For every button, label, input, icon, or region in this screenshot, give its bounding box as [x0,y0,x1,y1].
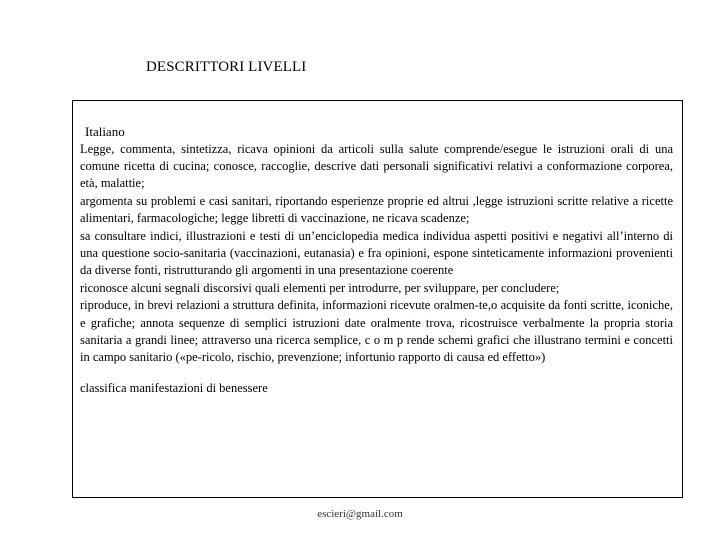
descriptor-content [80,123,673,397]
descriptor-paragraph: riconosce alcuni segnali discorsivi quali elementi per introdurre, per sviluppare, per concludere; [80,280,560,295]
footer-email: escieri@gmail.com [317,508,403,520]
page-title: DESCRITTORI LIVELLI [146,59,307,75]
descriptor-box [72,100,683,498]
closing-descriptor: classifica manifestazioni di benessere [80,380,268,395]
descriptor-paragraph: sa consultare indici, illustrazioni e testi di un’enciclopedia medica individua aspetti positivi e negativi all’interno di una questione socio-sanitaria (vaccinazioni, eutanasia) e fra opinioni, espone sinteticamente informazioni provenienti da diverse fonti, ristrutturando gli argomenti in una presentazione coerente [80,228,673,278]
subject-title: Italiano [85,124,125,139]
descriptor-paragraph: riproduce, in brevi relazioni a struttura definita, informazioni ricevute oralmen-te,o acquisite da fonti scritte, iconiche, e grafiche; annota sequenze di semplici istruzioni date oralmente trova, ricostruisce verbalmente la propria storia sanitaria a grandi linee; attraverso una ricerca semplice, c o m p rende schemi grafici che illustrano termini e concetti in campo sanitario («pe-ricolo, rischio, prevenzione; infortunio rapporto di causa ed effetto») [80,298,673,365]
descriptor-paragraph: argomenta su problemi e casi sanitari, riportando esperienze proprie ed altrui ,legge istruzioni scritte relative a ricette alimentari, farmacologiche; legge libretti di vaccinazione, ne ricava scadenze; [80,193,673,226]
descriptor-paragraph: Legge, commenta, sintetizza, ricava opinioni da articoli sulla salute comprende/esegue le istruzioni orali di una comune ricetta di cucina; conosce, raccoglie, descrive dati personali significativi relativi a conformazione corporea, età, malattie; [80,141,673,191]
